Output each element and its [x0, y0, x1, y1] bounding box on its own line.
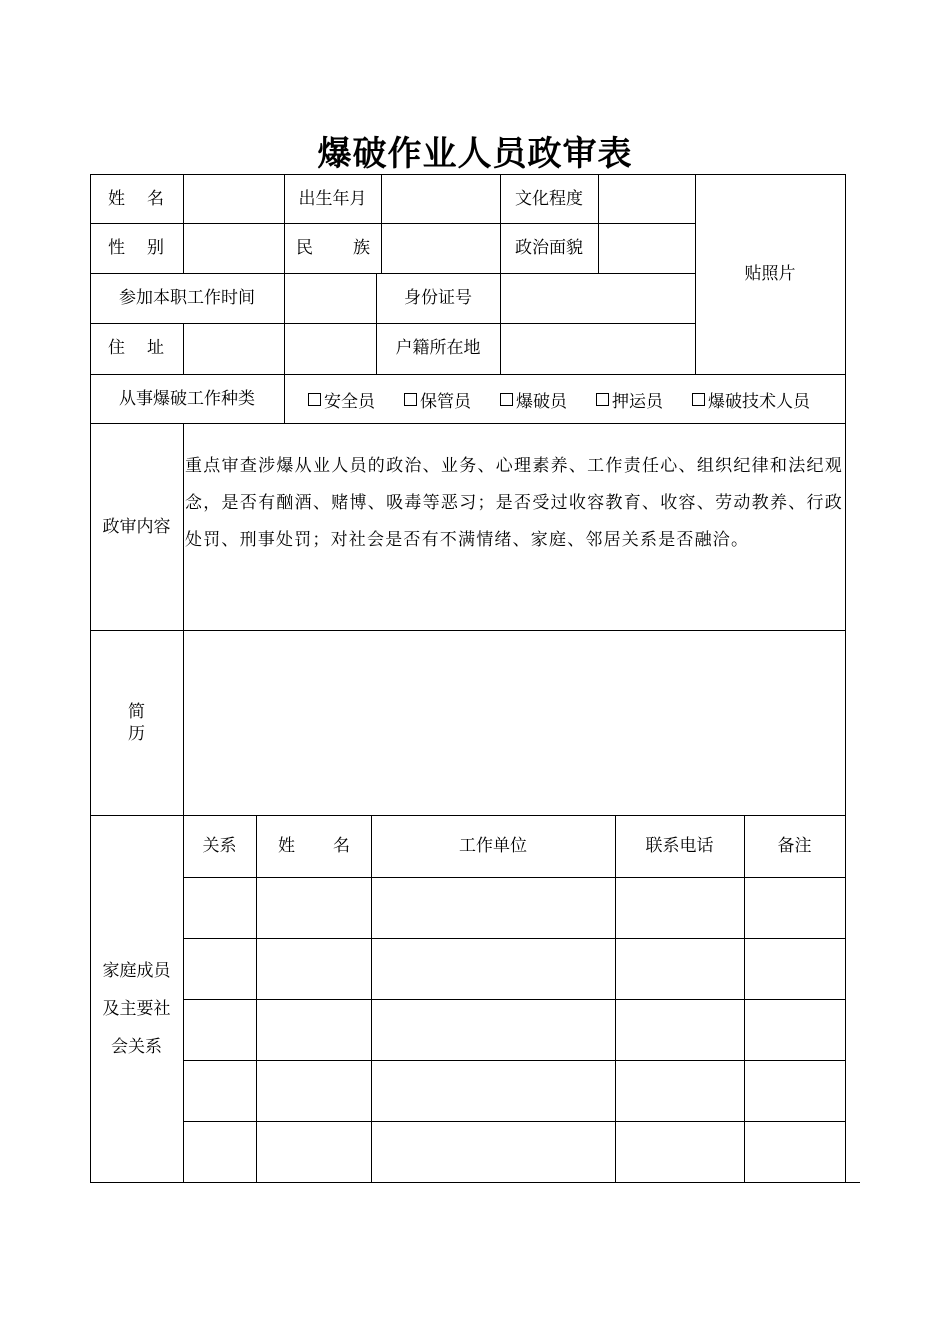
col-divider: [183, 174, 184, 274]
col-divider: [183, 423, 184, 1183]
checkbox-icon: [596, 393, 609, 406]
label-ethnicity: 民 族: [296, 238, 370, 259]
checkbox-icon: [308, 393, 321, 406]
col-divider: [183, 323, 184, 374]
row-divider: [90, 630, 846, 631]
row-divider: [183, 1121, 846, 1122]
label-gender: 性 别: [108, 238, 164, 259]
label-resume: 简 历: [128, 701, 145, 744]
label-review-content: 政审内容: [102, 516, 171, 537]
col-divider: [256, 815, 257, 1183]
review-content-text: 重点审查涉爆从业人员的政治、业务、心理素养、工作责任心、组织纪律和法纪观念，是否有酗酒、赌博、吸毒等恶习；是否受过收容教育、收容、劳动教养、行政处罚、刑事处罚；对社会是否有不满情绪、家庭、邻居关系是否融洽。: [185, 456, 843, 550]
row-divider: [183, 938, 846, 939]
label-birth: 出生年月: [298, 188, 367, 209]
work-type-option-custodian[interactable]: 保管员: [404, 374, 471, 424]
label-name: 姓 名: [108, 188, 164, 209]
family-header-phone: 联系电话: [645, 835, 714, 856]
work-type-option-blaster[interactable]: 爆破员: [500, 374, 567, 424]
label-family-relations: 家庭成员 及主要社 会关系: [102, 961, 171, 1057]
row-divider: [183, 999, 846, 1000]
work-type-option-safety-officer[interactable]: 安全员: [308, 374, 375, 424]
checkbox-icon: [692, 393, 705, 406]
table-border-right: [845, 174, 846, 1183]
checkbox-icon: [404, 393, 417, 406]
row-divider: [183, 877, 846, 878]
work-type-option-escort[interactable]: 押运员: [596, 374, 663, 424]
label-political-status: 政治面貌: [515, 238, 583, 259]
label-work-type: 从事爆破工作种类: [119, 388, 255, 409]
row-divider: [183, 1060, 846, 1061]
label-education: 文化程度: [515, 188, 583, 209]
col-divider: [381, 174, 382, 224]
label-id-number: 身份证号: [404, 288, 472, 309]
label-household: 户籍所在地: [395, 338, 481, 359]
label-address: 住 址: [108, 338, 164, 359]
family-header-name: 姓 名: [278, 835, 350, 856]
row-divider: [90, 223, 695, 224]
col-divider: [598, 174, 599, 274]
page-title: 爆破作业人员政审表: [317, 134, 633, 174]
family-header-relation: 关系: [202, 835, 237, 856]
checkbox-icon: [500, 393, 513, 406]
col-divider: [381, 223, 382, 274]
photo-placeholder: 贴照片: [744, 263, 796, 284]
work-type-option-blasting-technician[interactable]: 爆破技术人员: [692, 374, 810, 424]
label-work-start: 参加本职工作时间: [119, 288, 255, 309]
family-header-employer: 工作单位: [459, 835, 527, 856]
family-header-note: 备注: [777, 835, 812, 856]
